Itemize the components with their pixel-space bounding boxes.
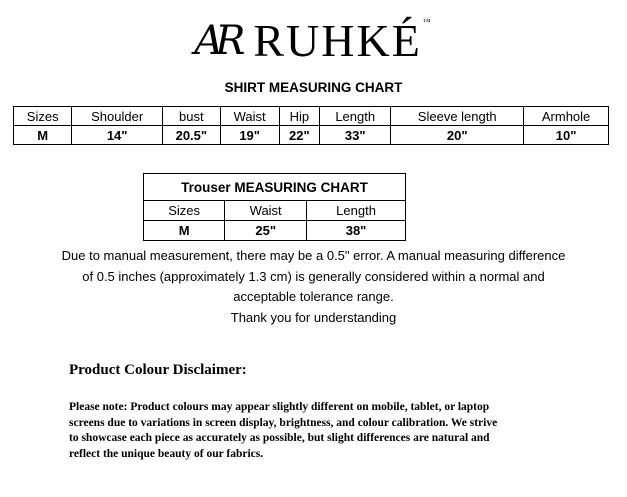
trouser-data-cell: 38" [307,221,406,241]
brand-monogram: AR [194,18,238,64]
shirt-chart-title: SHIRT MEASURING CHART [224,80,403,95]
disclaimer-line: Please note: Product colours may appear slightly different on mobile, tablet, or laptop [69,401,490,413]
trouser-header-row [144,201,406,221]
trouser-data-cell: M [144,221,225,241]
trademark-symbol: ™ [422,17,433,26]
disclaimer-body [69,400,569,462]
shirt-data-cell: 33" [320,126,391,145]
trouser-header-cell: Waist [225,201,307,221]
shirt-data-cell: 22" [279,126,320,145]
note-line: Thank you for understanding [230,309,397,325]
disclaimer-line: screens due to variations in screen display, brightness, and colour calibration. We strive [69,416,498,429]
brand-name [253,15,433,66]
shirt-data-cell: 14" [72,126,163,145]
shirt-measuring-table [13,106,609,145]
trouser-title-row [144,174,406,201]
note-line: acceptable tolerance range. [233,289,394,304]
disclaimer-line: reflect the unique beauty of our fabrics. [69,447,264,460]
shirt-data-cell: M [14,126,72,145]
shirt-data-cell: 20" [391,126,524,145]
trouser-data-cell: 25" [225,221,307,241]
shirt-data-cell: 10" [524,126,609,145]
disclaimer-line: to showcase each piece as accurately as possible, but slight differences are natural and [69,432,490,444]
trouser-header-cell: Sizes [144,201,225,221]
shirt-data-row [14,126,609,145]
shirt-header-row [14,107,609,126]
shirt-data-cell: 19" [220,126,279,145]
brand-name-text: RUHKÉ [253,15,422,66]
trouser-measuring-table [143,173,406,241]
note-line: of 0.5 inches (approximately 1.3 cm) is generally considered within a normal and [82,268,545,284]
measurement-note [0,246,627,328]
trouser-header-cell: Length [307,201,406,221]
shirt-header-cell: bust [162,107,220,126]
trouser-data-row [144,221,406,241]
note-line: Due to manual measurement, there may be a 0.5" error. A manual measuring difference [61,248,566,263]
shirt-header-cell: Sleeve length [391,107,524,126]
shirt-header-cell: Sizes [14,107,72,126]
brand-logo [0,15,627,66]
shirt-header-cell: Shoulder [72,107,163,126]
trouser-chart-title: Trouser MEASURING CHART [144,174,406,201]
shirt-data-cell: 20.5" [162,126,220,145]
shirt-header-cell: Hip [279,107,320,126]
shirt-header-cell: Waist [220,107,279,126]
disclaimer-title: Product Colour Disclaimer: [69,362,247,378]
shirt-header-cell: Length [320,107,391,126]
shirt-header-cell: Armhole [524,107,609,126]
